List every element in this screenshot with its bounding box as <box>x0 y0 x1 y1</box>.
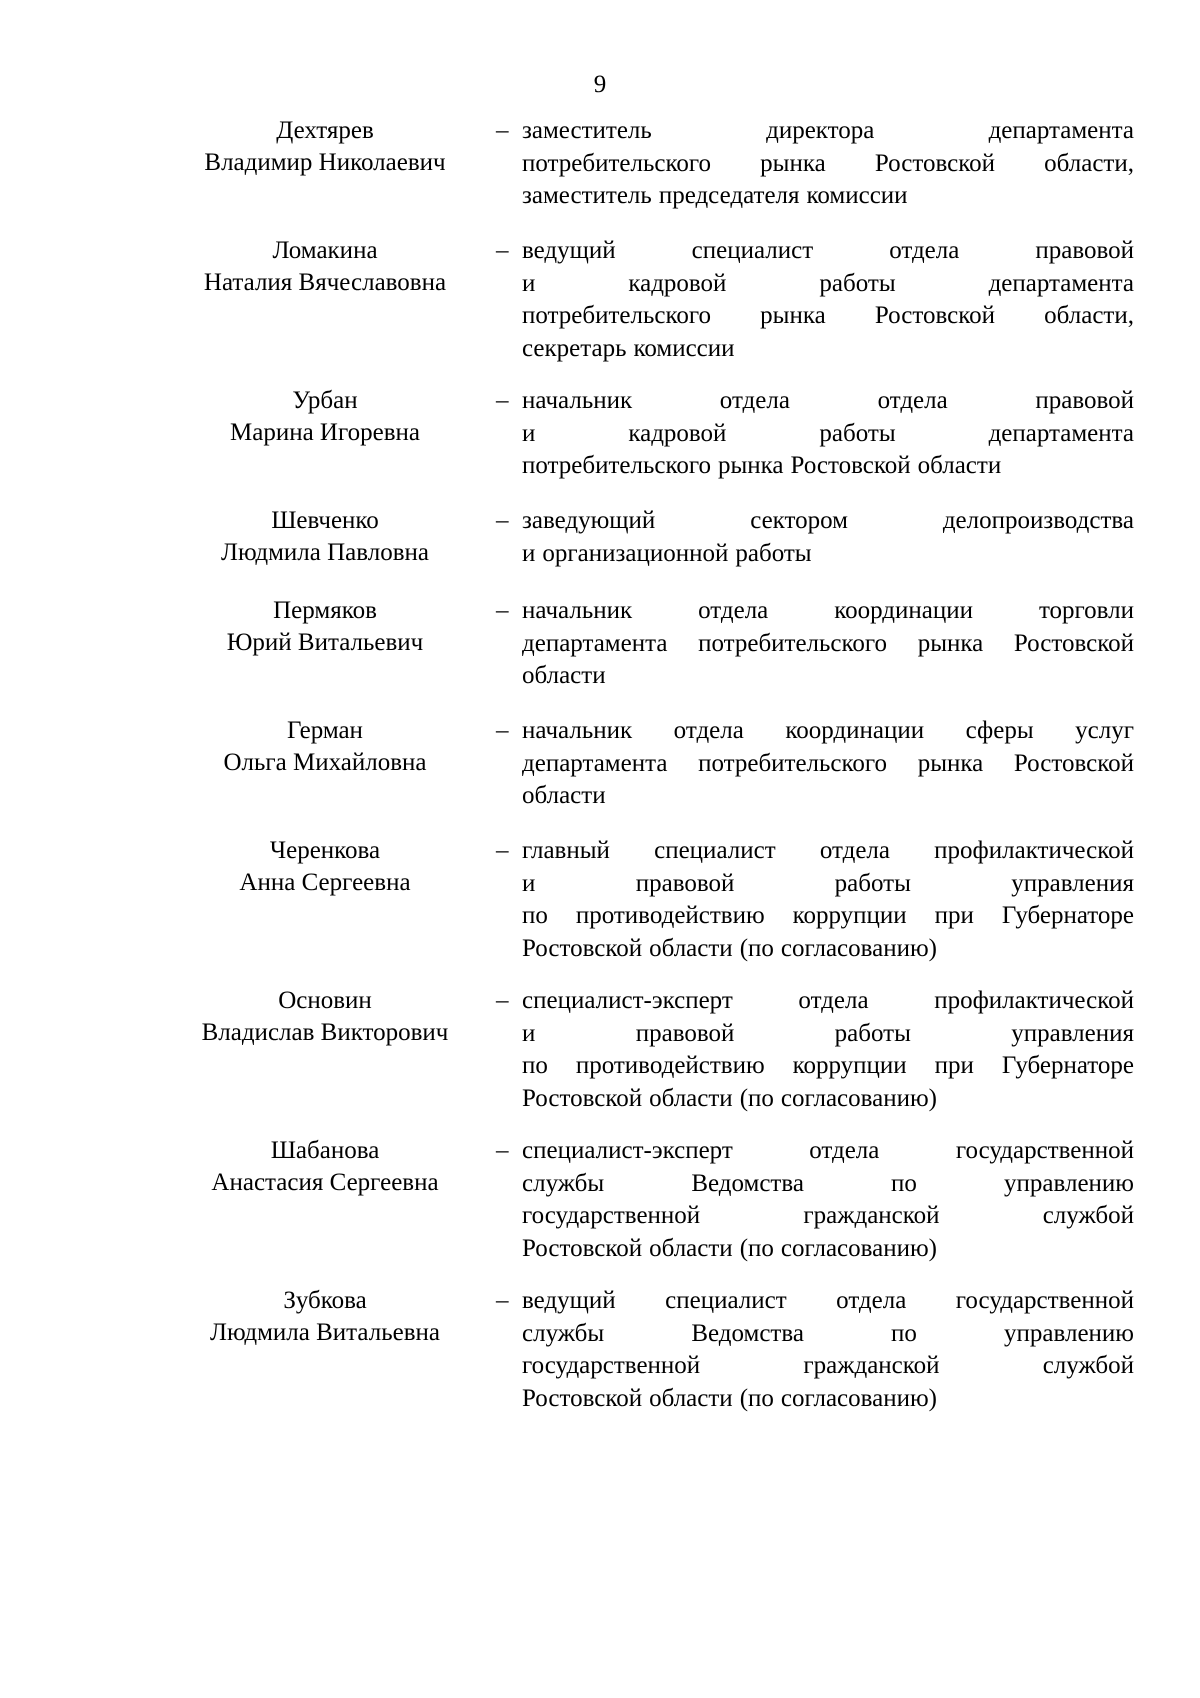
position-word: потребительского <box>522 302 711 329</box>
position-line <box>522 1168 1134 1201</box>
dash-separator: – <box>496 117 509 144</box>
member-given-names: Ольга Михайловна <box>223 749 427 776</box>
member-surname: Зубкова <box>283 1287 367 1314</box>
position-word: профилактической <box>934 987 1134 1014</box>
position-line <box>522 538 1134 571</box>
position-word: ведущий <box>522 1287 616 1314</box>
member-given-names: Владимир Николаевич <box>204 149 446 176</box>
position-word: области <box>649 1384 733 1412</box>
position-word: департамента <box>522 629 668 657</box>
position-word: координации <box>785 717 925 744</box>
position-word: по <box>522 902 548 929</box>
position-word: (по <box>739 934 774 962</box>
position-word: ведущий <box>522 237 616 264</box>
position-word: специалист <box>691 237 814 264</box>
member-name <box>160 115 490 179</box>
position-line <box>522 1318 1134 1351</box>
position-word: отдела <box>836 1287 907 1314</box>
position-word: рынка <box>717 452 784 479</box>
position-line <box>522 985 1134 1018</box>
position-word: сферы <box>965 717 1034 744</box>
member-given-names: Анна Сергеевна <box>239 869 411 896</box>
member-position <box>522 715 1134 813</box>
position-word: гражданской <box>803 1352 940 1379</box>
position-word: Ростовской <box>790 452 911 479</box>
position-line <box>522 715 1134 748</box>
position-word: службой <box>1042 1352 1134 1379</box>
dash-separator: – <box>496 507 509 534</box>
position-word: Ростовской <box>522 1384 643 1412</box>
member-surname: Пермяков <box>273 597 377 624</box>
member-name <box>160 1135 490 1199</box>
position-word: рынка <box>760 302 826 329</box>
position-line <box>522 1350 1134 1383</box>
position-word: противодействию <box>575 1052 765 1079</box>
position-line <box>522 628 1134 661</box>
dash-separator: – <box>496 597 509 624</box>
member-position <box>522 835 1134 965</box>
position-word: рынка <box>917 629 984 657</box>
position-word: управления <box>1011 1019 1134 1047</box>
position-word: потребительского <box>522 452 711 479</box>
position-word: комиссии <box>633 334 735 362</box>
position-line <box>522 748 1134 781</box>
member-name <box>160 505 490 569</box>
position-word: заведующий <box>522 507 656 534</box>
position-word: услуг <box>1075 717 1134 744</box>
position-line <box>522 933 1134 966</box>
position-word: согласованию) <box>780 1234 937 1262</box>
position-word: гражданской <box>803 1202 940 1229</box>
position-line <box>522 868 1134 901</box>
position-word: директора <box>766 117 875 144</box>
position-word: согласованию) <box>780 1084 937 1112</box>
position-line <box>522 1083 1134 1116</box>
position-line <box>522 1050 1134 1083</box>
position-word: секретарь <box>522 334 627 362</box>
position-word: (по <box>739 1084 774 1112</box>
position-line <box>522 115 1134 148</box>
position-word: коррупции <box>792 1052 907 1079</box>
position-word: Ростовской <box>522 1234 643 1262</box>
position-word: отдела <box>819 837 890 864</box>
position-word: области <box>522 782 606 809</box>
position-line <box>522 900 1134 933</box>
member-given-names: Людмила Витальевна <box>210 1319 440 1346</box>
position-word: области <box>522 662 606 689</box>
position-line <box>522 300 1134 333</box>
position-word: организационной <box>542 539 729 567</box>
position-line <box>522 385 1134 418</box>
member-surname: Герман <box>287 717 363 744</box>
position-word: председателя <box>658 182 800 209</box>
position-word: потребительского <box>522 149 711 177</box>
position-word: отдела <box>809 1137 880 1164</box>
position-word: Ростовской <box>522 1084 643 1112</box>
member-name <box>160 715 490 779</box>
member-name <box>160 235 490 299</box>
member-position <box>522 235 1134 365</box>
position-word: делопроизводства <box>942 507 1134 534</box>
position-word: отдела <box>673 717 744 744</box>
dash-separator: – <box>496 987 509 1014</box>
position-word: по <box>891 1319 917 1347</box>
commission-member-list <box>0 115 1200 1435</box>
position-word: отдела <box>719 387 790 414</box>
position-word: отдела <box>698 597 769 624</box>
position-word: департамента <box>988 269 1134 297</box>
position-word: области <box>649 934 733 962</box>
member-name <box>160 1285 490 1349</box>
member-given-names: Анастасия Сергеевна <box>211 1169 439 1196</box>
position-word: Ростовской <box>1013 629 1134 657</box>
position-word: Ведомства <box>691 1169 804 1197</box>
position-word: государственной <box>522 1352 701 1379</box>
position-word: работы <box>834 1019 911 1047</box>
position-word: согласованию) <box>780 1384 937 1412</box>
position-word: комиссии <box>806 182 908 209</box>
member-name <box>160 385 490 449</box>
position-line <box>522 1233 1134 1266</box>
position-line <box>522 780 1134 813</box>
position-word: Ведомства <box>691 1319 804 1347</box>
position-word: управления <box>1011 869 1134 897</box>
position-word: государственной <box>955 1137 1134 1164</box>
member-position <box>522 1135 1134 1265</box>
position-line <box>522 148 1134 181</box>
member-surname: Черенкова <box>269 837 381 864</box>
position-line <box>522 235 1134 268</box>
position-line <box>522 418 1134 451</box>
position-word: Губернаторе <box>1001 1052 1134 1079</box>
member-surname: Урбан <box>292 387 358 414</box>
member-entry <box>0 835 1200 962</box>
member-surname: Шабанова <box>270 1137 380 1164</box>
position-word: государственной <box>522 1202 701 1229</box>
member-given-names: Марина Игоревна <box>230 419 420 446</box>
position-line <box>522 268 1134 301</box>
position-word: кадровой <box>628 419 727 447</box>
page-number: 9 <box>593 71 607 98</box>
position-line <box>522 1018 1134 1051</box>
position-word: и <box>522 269 536 297</box>
member-given-names: Юрий Витальевич <box>226 629 424 656</box>
dash-separator: – <box>496 717 509 744</box>
member-entry <box>0 715 1200 809</box>
member-entry <box>0 985 1200 1112</box>
position-word: (по <box>739 1384 774 1412</box>
position-word: правовой <box>635 869 735 897</box>
position-word: службы <box>522 1319 605 1347</box>
position-word: службы <box>522 1169 605 1197</box>
position-line <box>522 450 1134 483</box>
position-word: при <box>934 1052 974 1079</box>
position-line <box>522 595 1134 628</box>
position-word: управлению <box>1004 1169 1134 1197</box>
position-line <box>522 1135 1134 1168</box>
position-word: и <box>522 419 536 447</box>
dash-separator: – <box>496 1137 509 1164</box>
position-word: (по <box>739 1234 774 1262</box>
member-name <box>160 985 490 1049</box>
position-word: сектором <box>750 507 848 534</box>
member-entry <box>0 505 1200 565</box>
position-word: правовой <box>1035 237 1134 264</box>
position-word: области, <box>1044 302 1134 329</box>
member-position <box>522 1285 1134 1415</box>
position-word: рынка <box>917 749 984 777</box>
position-word: работы <box>834 869 911 897</box>
position-word: координации <box>834 597 973 624</box>
position-word: заместитель <box>522 117 652 144</box>
position-word: управлению <box>1004 1319 1134 1347</box>
member-entry <box>0 115 1200 209</box>
position-word: области, <box>1044 149 1134 177</box>
member-given-names: Владислав Викторович <box>201 1019 449 1046</box>
position-word: Ростовской <box>874 302 995 329</box>
position-word: и <box>522 869 536 897</box>
dash-separator: – <box>496 387 509 414</box>
member-name <box>160 595 490 659</box>
position-word: потребительского <box>698 629 888 657</box>
member-surname: Основин <box>278 987 372 1014</box>
member-given-names: Людмила Павловна <box>221 539 429 566</box>
member-surname: Ломакина <box>272 237 378 264</box>
position-word: области <box>649 1234 733 1262</box>
member-name <box>160 835 490 899</box>
position-line <box>522 1383 1134 1416</box>
position-word: специалист <box>654 837 776 864</box>
position-line <box>522 505 1134 538</box>
member-given-names: Наталия Вячеславовна <box>203 269 447 296</box>
position-word: отдела <box>877 387 948 414</box>
position-word: начальник <box>522 597 633 624</box>
member-position <box>522 505 1134 570</box>
position-word: правовой <box>635 1019 735 1047</box>
member-entry <box>0 1285 1200 1412</box>
position-word: отдела <box>798 987 869 1014</box>
member-entry <box>0 235 1200 362</box>
position-line <box>522 180 1134 213</box>
position-word: по <box>891 1169 917 1197</box>
position-line <box>522 333 1134 366</box>
member-position <box>522 385 1134 483</box>
position-word: противодействию <box>575 902 765 929</box>
position-word: Ростовской <box>1013 749 1134 777</box>
position-word: Ростовской <box>874 149 995 177</box>
position-word: департамента <box>988 117 1134 144</box>
position-word: службой <box>1042 1202 1134 1229</box>
member-entry <box>0 385 1200 479</box>
position-word: правовой <box>1035 387 1134 414</box>
position-line <box>522 1200 1134 1233</box>
position-word: кадровой <box>628 269 727 297</box>
position-word: работы <box>819 269 896 297</box>
member-surname: Дехтярев <box>276 117 374 144</box>
position-word: и <box>522 539 536 567</box>
position-word: специалист-эксперт <box>522 987 733 1014</box>
position-word: департамента <box>522 749 668 777</box>
position-word: работы <box>819 419 896 447</box>
member-surname: Шевченко <box>271 507 379 534</box>
position-word: работы <box>735 539 812 567</box>
member-entry <box>0 1135 1200 1262</box>
position-word: Ростовской <box>522 934 643 962</box>
position-word: области <box>917 452 1002 479</box>
member-position <box>522 985 1134 1115</box>
position-word: потребительского <box>698 749 888 777</box>
position-word: рынка <box>760 149 826 177</box>
position-line <box>522 1285 1134 1318</box>
position-word: коррупции <box>792 902 907 929</box>
position-word: начальник <box>522 717 633 744</box>
position-word: департамента <box>988 419 1134 447</box>
dash-separator: – <box>496 1287 509 1314</box>
position-word: области <box>649 1084 733 1112</box>
position-word: начальник <box>522 387 633 414</box>
member-position <box>522 115 1134 213</box>
position-line <box>522 835 1134 868</box>
position-word: торговли <box>1038 597 1134 624</box>
position-word: специалист-эксперт <box>522 1137 733 1164</box>
dash-separator: – <box>496 237 509 264</box>
position-word: отдела <box>889 237 960 264</box>
position-word: заместитель <box>522 182 652 209</box>
position-word: и <box>522 1019 536 1047</box>
position-word: специалист <box>665 1287 787 1314</box>
position-word: по <box>522 1052 548 1079</box>
dash-separator: – <box>496 837 509 864</box>
position-word: государственной <box>955 1287 1134 1314</box>
member-entry <box>0 595 1200 689</box>
position-word: Губернаторе <box>1001 902 1134 929</box>
member-position <box>522 595 1134 693</box>
position-word: согласованию) <box>780 934 937 962</box>
position-word: главный <box>522 837 610 864</box>
position-word: при <box>934 902 974 929</box>
position-line <box>522 660 1134 693</box>
position-word: профилактической <box>934 837 1134 864</box>
